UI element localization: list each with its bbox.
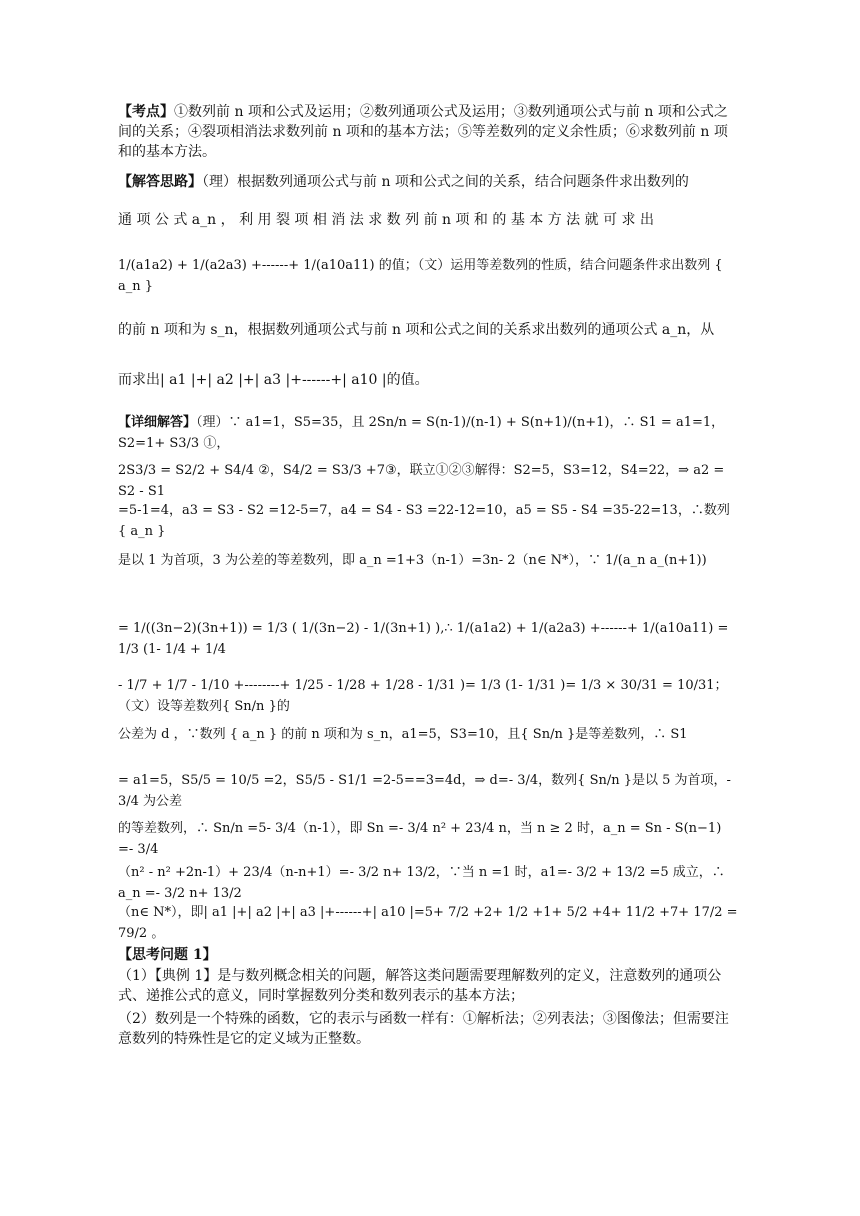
xiangxi-line-7: 公差为 d ，∵数列 { a_n } 的前 n 项和为 s_n，a1=5，S3=10，且{ Sn/n }是等差数列，∴ S1 — [118, 727, 688, 742]
kaodian-paragraph — [118, 102, 738, 162]
xiangxi-line-3: =5-1=4，a3 = S3 - S2 =12-5=7，a4 = S4 - S3 =22-12=10，a5 = S5 - S4 =35-22=13，∴数列 { a_n } — [118, 503, 730, 539]
jieda-line-3: 1/(a1a2) + 1/(a2a3) +------+ 1/(a10a11) 的值；（文）运用等差数列的性质，结合问题条件求出数列 { a_n } — [118, 258, 723, 294]
xiangxi-line-1 — [118, 412, 738, 454]
sikao-label: 【思考问题 1】 — [118, 947, 217, 963]
xiangxi-line-8: = a1=5，S5/5 = 10/5 =2，S5/5 - S1/1 =2-5==3=4d，⇒ d=- 3/4，数列{ Sn/n }是以 5 为首项，- 3/4 为公差 — [118, 773, 731, 809]
jieda-line-1 — [118, 172, 738, 192]
xiangxi-line-1-text: （理）∵ a1=1，S5=35，且 2Sn/n = S(n-1)/(n-1) + S(n+1)/(n+1)，∴ S1 = a1=1，S2=1+ S3/3 ①， — [118, 415, 725, 451]
kaodian-text: ①数列前 n 项和公式及运用；②数列通项公式及运用；③数列通项公式与前 n 项和公式之间的关系；④裂项相消法求数列前 n 项和的基本方法；⑤等差数列的定义余性质；⑥求数列前 n 项和的基本方法。 — [118, 104, 728, 160]
xiangxi-line-5: = 1/((3n−2)(3n+1)) = 1/3 ( 1/(3n−2) - 1/(3n+1) ),∴ 1/(a1a2) + 1/(a2a3) +------+ 1/(a10a11) = 1/3 (1- 1/4 + 1/4 — [118, 621, 729, 657]
xiangxi-label: 【详细解答】 — [118, 415, 197, 430]
jieda-line1-text: （理）根据数列通项公式与前 n 项和公式之间的关系，结合问题条件求出数列的 — [202, 174, 689, 190]
sikao-item-1: （1）【典例 1】是与数列概念相关的问题，解答这类问题需要理解数列的定义，注意数列的通项公式、递推公式的意义，同时掌握数列分类和数列表示的基本方法； — [118, 968, 722, 1004]
jieda-line-2: 通 项 公 式 a_n ， 利 用 裂 项 相 消 法 求 数 列 前 n 项 和 的 基 本 方 法 就 可 求 出 — [118, 212, 654, 228]
xiangxi-line-9: 的等差数列，∴ Sn/n =5- 3/4（n-1），即 Sn =- 3/4 n² + 23/4 n，当 n ≥ 2 时，a_n = Sn - S(n−1) =- 3/4 — [118, 821, 722, 857]
sikao-item-2: （2）数列是一个特殊的函数，它的表示与函数一样有：①解析法；②列表法；③图像法；但需要注意数列的特殊性是它的定义域为正整数。 — [118, 1011, 729, 1047]
xiangxi-line-10: （n² - n² +2n-1）+ 23/4（n-n+1）=- 3/2 n+ 13/2，∵当 n =1 时，a1=- 3/2 + 13/2 =5 成立，∴ a_n =- 3/2 n+ 13/2 — [118, 865, 725, 901]
xiangxi-line-11: （n∈ N*），即| a1 |+| a2 |+| a3 |+------+| a10 |=5+ 7/2 +2+ 1/2 +1+ 5/2 +4+ 11/2 +7+ 17/2 = 79/2 。 — [118, 905, 738, 941]
jieda-line-5: 而求出| a1 |+| a2 |+| a3 |+------+| a10 |的值。 — [118, 372, 429, 388]
jieda-label: 【解答思路】 — [118, 174, 202, 190]
xiangxi-line-2: 2S3/3 = S2/2 + S4/4 ②，S4/2 = S3/3 +7③，联立①②③解得：S2=5，S3=12，S4=22，⇒ a2 = S2 - S1 — [118, 463, 725, 499]
xiangxi-line-6: - 1/7 + 1/7 - 1/10 +--------+ 1/25 - 1/28 + 1/28 - 1/31 )= 1/3 (1- 1/31 )= 1/3 × 30/31 = 10/31；（文）设等差数列{ Sn/n }的 — [118, 678, 728, 714]
sikao-heading — [118, 945, 738, 965]
xiangxi-line-4: 是以 1 为首项，3 为公差的等差数列，即 a_n =1+3（n-1）=3n- 2（n∈ N*），∵ 1/(a_n a_(n+1)) — [118, 553, 707, 568]
jieda-line-4: 的前 n 项和为 s_n，根据数列通项公式与前 n 项和公式之间的关系求出数列的通项公式 a_n，从 — [118, 322, 715, 338]
kaodian-label: 【考点】 — [118, 104, 174, 120]
